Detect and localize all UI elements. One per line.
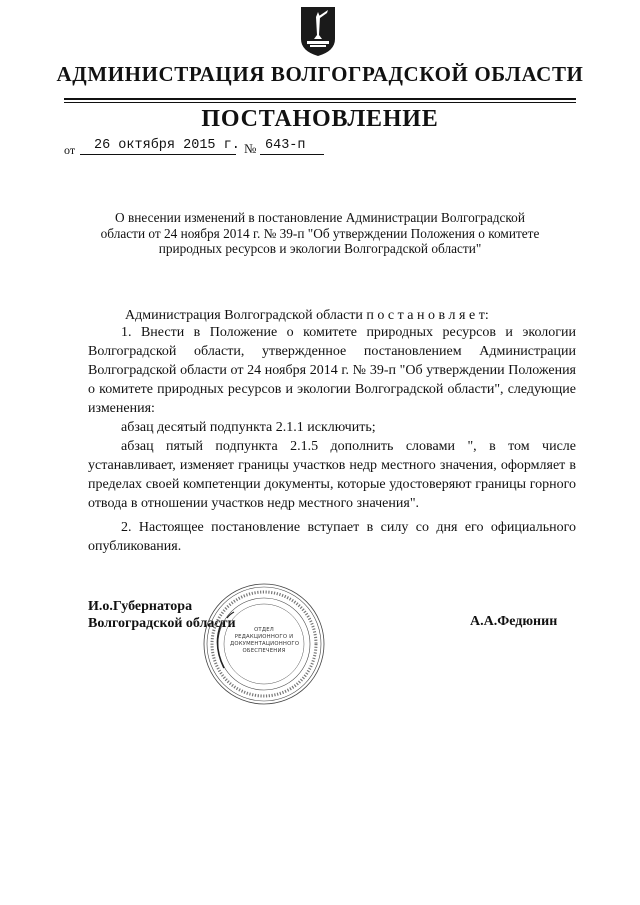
document-type-title: ПОСТАНОВЛЕНИЕ bbox=[201, 106, 439, 132]
body-paragraph-2: абзац десятый подпункта 2.1.1 исключить; bbox=[121, 420, 376, 435]
body-paragraph-1: 1. Внести в Положение о комитете природных ресурсов и экологии Волгоградской области, утвержденное постановлением Администрации Волгоградской области от 24 ноября 2014 г. № 39-п "Об утверждении Положения о комитете природных ресурсов и экологии Волгоградской области", следующие изменения: bbox=[88, 325, 576, 416]
header-rule-thick bbox=[64, 98, 576, 100]
signatory-position: И.о.Губернатора Волгоградской области bbox=[88, 599, 236, 631]
stamp-center-text: ОТДЕЛ РЕДАКЦИОННОГО И ДОКУМЕНТАЦИОННОГО ОБЕСПЕЧЕНИЯ bbox=[230, 627, 300, 654]
body-paragraph-4: 2. Настоящее постановление вступает в силу со дня его официального опубликования. bbox=[88, 520, 576, 554]
document-subject: О внесении изменений в постановление Администрации Волгоградской области от 24 ноября 2014 г. № 39-п "Об утверждении Положения о комитете природных ресурсов и экологии Волгоградской области" bbox=[100, 210, 540, 256]
header-rule-thin bbox=[64, 102, 576, 103]
body-paragraph-3: абзац пятый подпункта 2.1.5 дополнить словами ", в том числе устанавливает, изменяет границы участков недр местного значения, оформляет в пределах своей компетенции документы, которые удостоверяют границы горного отвода в отношении участков недр местного значения". bbox=[88, 439, 576, 511]
number-underline bbox=[260, 154, 324, 155]
date-underline bbox=[80, 154, 236, 155]
date-prefix-label: от bbox=[64, 143, 76, 157]
organization-title: АДМИНИСТРАЦИЯ ВОЛГОГРАДСКОЙ ОБЛАСТИ bbox=[56, 62, 584, 86]
document-date: 26 октября 2015 г. bbox=[94, 138, 240, 153]
number-label: № bbox=[244, 141, 257, 156]
coat-of-arms-icon bbox=[298, 5, 338, 57]
preamble: Администрация Волгоградской области п о с т а н о в л я е т: bbox=[125, 308, 489, 323]
document-date-number bbox=[64, 138, 364, 158]
document-number: 643-п bbox=[265, 138, 306, 153]
official-stamp bbox=[202, 582, 326, 706]
signatory-name: А.А.Федюнин bbox=[470, 614, 558, 629]
